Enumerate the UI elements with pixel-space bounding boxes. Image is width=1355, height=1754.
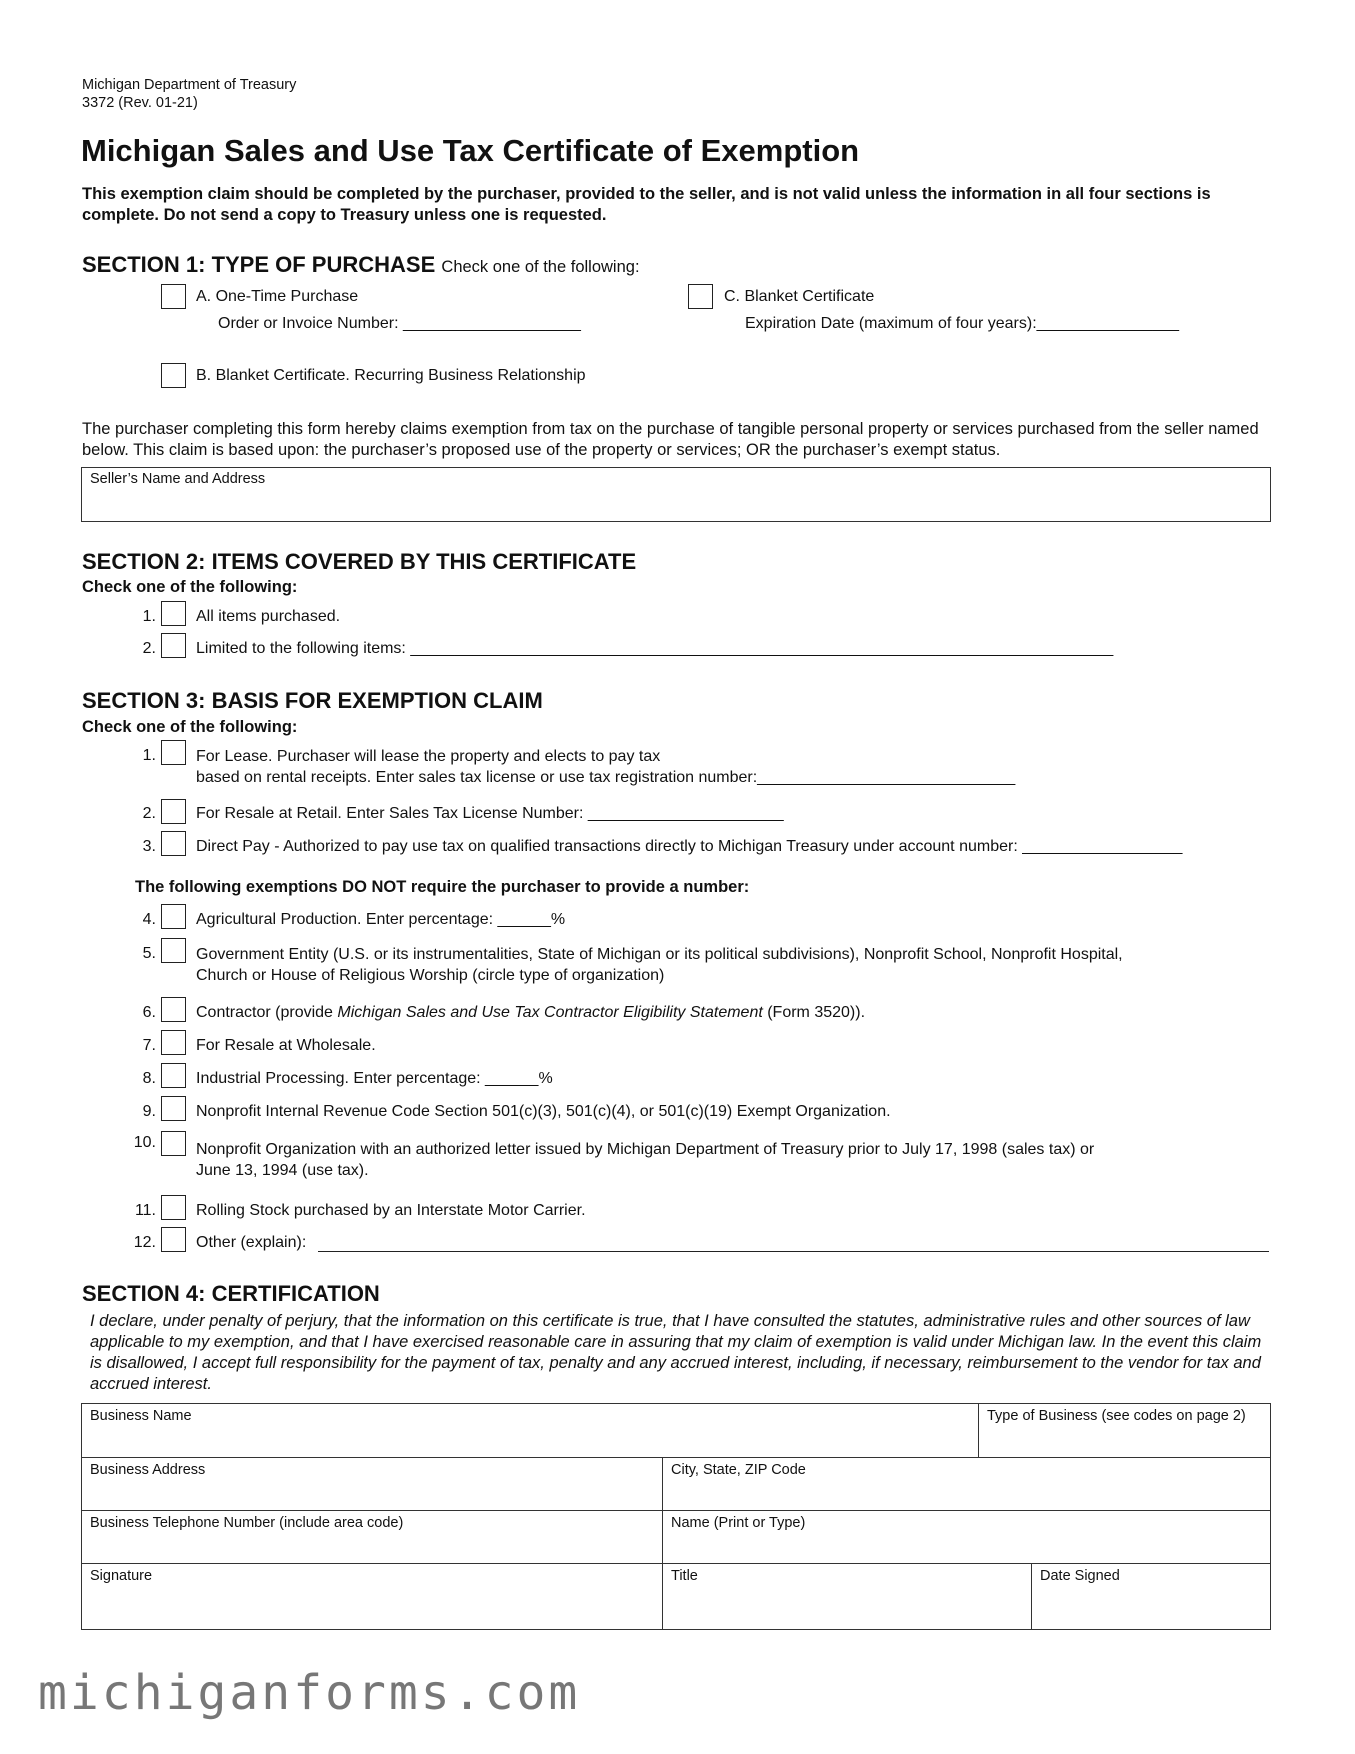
agricultural-percentage-field[interactable]: Agricultural Production. Enter percentage: ______% <box>196 911 566 928</box>
watermark: michiganforms.com <box>38 1665 581 1721</box>
business-telephone-label: Business Telephone Number (include area code) <box>90 1515 404 1531</box>
checkbox-blanket-certificate-c[interactable] <box>688 284 713 309</box>
s3-item-number: 11. <box>134 1202 156 1219</box>
page-title: Michigan Sales and Use Tax Certificate of Exemption <box>81 133 860 168</box>
s2-item-number: 1. <box>142 608 156 625</box>
s3-item-number: 12. <box>133 1234 156 1251</box>
checkbox-nonprofit-letter[interactable] <box>161 1131 186 1156</box>
s3-item-number: 3. <box>142 838 156 855</box>
section2-subtitle: Check one of the following: <box>82 578 298 596</box>
limited-items-field[interactable]: Limited to the following items: _______________________________________________________________________________ <box>196 640 1114 657</box>
no-number-heading: The following exemptions DO NOT require the purchaser to provide a number: <box>135 878 750 896</box>
checkbox-resale-retail[interactable] <box>161 799 186 824</box>
option-c-label: C. Blanket Certificate <box>724 288 875 305</box>
option-a-label: A. One-Time Purchase <box>196 288 359 305</box>
business-address-label: Business Address <box>90 1462 206 1478</box>
s3-item-number: 10. <box>133 1134 156 1151</box>
type-of-business-label: Type of Business (see codes on page 2) <box>987 1408 1246 1424</box>
checkbox-direct-pay[interactable] <box>161 831 186 856</box>
checkbox-government-entity[interactable] <box>161 938 186 963</box>
claim-statement: The purchaser completing this form hereby claims exemption from tax on the purchase of tangible personal property or services purchased from the seller named below. This claim is based upon: the purchaser’s proposed use of the property or services; OR the purchaser’s exempt status. <box>82 420 1259 459</box>
title-label: Title <box>671 1568 698 1584</box>
lease-registration-field[interactable]: based on rental receipts. Enter sales tax license or use tax registration number:_____________________________ <box>196 769 1016 786</box>
nonprofit-letter-label: Nonprofit Organization with an authorized letter issued by Michigan Department of Treasury prior to July 17, 1998 (sales tax) or <box>196 1141 1095 1158</box>
contractor-form-name: Michigan Sales and Use Tax Contractor Eligibility Statement <box>337 1004 763 1021</box>
sales-tax-license-field[interactable]: For Resale at Retail. Enter Sales Tax License Number: ______________________ <box>196 805 784 822</box>
nonprofit-501c-label: Nonprofit Internal Revenue Code Section 501(c)(3), 501(c)(4), or 501(c)(19) Exempt Organization. <box>196 1103 891 1120</box>
expiration-date-field[interactable]: Expiration Date (maximum of four years):________________ <box>745 315 1180 332</box>
checkbox-for-lease[interactable] <box>161 740 186 765</box>
seller-label: Seller’s Name and Address <box>90 471 266 487</box>
government-entity-label: Government Entity (U.S. or its instrumentalities, State of Michigan or its political subdivisions), Nonprofit School, Nonprofit Hospital, <box>196 946 1123 963</box>
checkbox-industrial-processing[interactable] <box>161 1063 186 1088</box>
title-field[interactable] <box>662 1563 1032 1630</box>
print-name-label: Name (Print or Type) <box>671 1515 806 1531</box>
section3-title: SECTION 3: BASIS FOR EXEMPTION CLAIM <box>82 688 543 713</box>
section1-subtitle: Check one of the following: <box>441 258 640 276</box>
section2-title: SECTION 2: ITEMS COVERED BY THIS CERTIFICATE <box>82 549 637 574</box>
order-invoice-number-field[interactable]: Order or Invoice Number: ____________________ <box>218 315 581 332</box>
s3-item-number: 9. <box>142 1103 156 1120</box>
s3-item-number: 6. <box>142 1004 156 1021</box>
business-name-label: Business Name <box>90 1408 192 1424</box>
checkbox-one-time-purchase[interactable] <box>161 284 186 309</box>
form-number: 3372 (Rev. 01-21) <box>82 95 198 111</box>
signature-field[interactable] <box>81 1563 663 1630</box>
nonprofit-letter-label-2: June 13, 1994 (use tax). <box>196 1162 369 1179</box>
rolling-stock-label: Rolling Stock purchased by an Interstate Motor Carrier. <box>196 1202 586 1219</box>
s3-item-number: 2. <box>142 805 156 822</box>
checkbox-limited-items[interactable] <box>161 633 186 658</box>
industrial-percentage-field[interactable]: Industrial Processing. Enter percentage: ______% <box>196 1070 553 1087</box>
contractor-text-c: (Form 3520)). <box>762 1004 866 1021</box>
for-lease-label: For Lease. Purchaser will lease the property and elects to pay tax <box>196 748 661 765</box>
date-signed-label: Date Signed <box>1040 1568 1120 1584</box>
checkbox-all-items[interactable] <box>161 601 186 626</box>
certification-declaration: I declare, under penalty of perjury, that the information on this certificate is true, that I have consulted the statutes, administrative rules and other sources of law applicable to my exemption, and that I have exercised reasonable care in assuring that my claim of exemption is valid under Michigan law. In the event this claim is disallowed, I accept full responsibility for the payment of tax, penalty and any accrued interest, including, if necessary, reimbursement to the vendor for tax and accrued interest. <box>90 1312 1262 1393</box>
business-address-field[interactable] <box>81 1457 663 1511</box>
section1-heading <box>82 252 640 280</box>
business-telephone-field[interactable] <box>81 1510 663 1564</box>
intro-text: This exemption claim should be completed by the purchaser, provided to the seller, and is not valid unless the information in all four sections is complete. Do not send a copy to Treasury unless one is requested. <box>82 185 1211 224</box>
other-label: Other (explain): <box>196 1234 307 1251</box>
section1-title: SECTION 1: TYPE OF PURCHASE <box>82 252 436 277</box>
signature-label: Signature <box>90 1568 153 1584</box>
s3-item-number: 7. <box>142 1037 156 1054</box>
date-signed-field[interactable] <box>1031 1563 1271 1630</box>
city-state-zip-field[interactable] <box>662 1457 1271 1511</box>
s2-item-number: 2. <box>142 640 156 657</box>
checkbox-other[interactable] <box>161 1227 186 1252</box>
contractor-text-a: Contractor (provide <box>196 1004 338 1021</box>
direct-pay-account-field[interactable]: Direct Pay - Authorized to pay use tax on qualified transactions directly to Michigan Treasury under account number: __________________ <box>196 838 1183 855</box>
checkbox-blanket-recurring[interactable] <box>161 363 186 388</box>
all-items-label: All items purchased. <box>196 608 341 625</box>
section4-title: SECTION 4: CERTIFICATION <box>82 1281 380 1306</box>
s3-item-number: 4. <box>142 911 156 928</box>
checkbox-contractor[interactable] <box>161 997 186 1022</box>
s3-item-number: 1. <box>142 747 156 764</box>
type-of-business-field[interactable] <box>978 1403 1271 1458</box>
business-name-field[interactable] <box>81 1403 979 1458</box>
checkbox-agricultural[interactable] <box>161 904 186 929</box>
checkbox-rolling-stock[interactable] <box>161 1195 186 1220</box>
s3-item-number: 8. <box>142 1070 156 1087</box>
agency-name: Michigan Department of Treasury <box>82 77 297 93</box>
government-entity-label-2: Church or House of Religious Worship (circle type of organization) <box>196 967 665 984</box>
checkbox-nonprofit-501c[interactable] <box>161 1096 186 1121</box>
resale-wholesale-label: For Resale at Wholesale. <box>196 1037 376 1054</box>
section3-subtitle: Check one of the following: <box>82 718 298 736</box>
contractor-label <box>196 1003 865 1023</box>
s3-item-number: 5. <box>142 945 156 962</box>
option-b-label: B. Blanket Certificate. Recurring Business Relationship <box>196 367 586 384</box>
print-name-field[interactable] <box>662 1510 1271 1564</box>
seller-name-address-box[interactable] <box>81 467 1271 522</box>
city-state-zip-label: City, State, ZIP Code <box>671 1462 806 1478</box>
other-explain-line[interactable] <box>318 1251 1269 1252</box>
checkbox-resale-wholesale[interactable] <box>161 1030 186 1055</box>
